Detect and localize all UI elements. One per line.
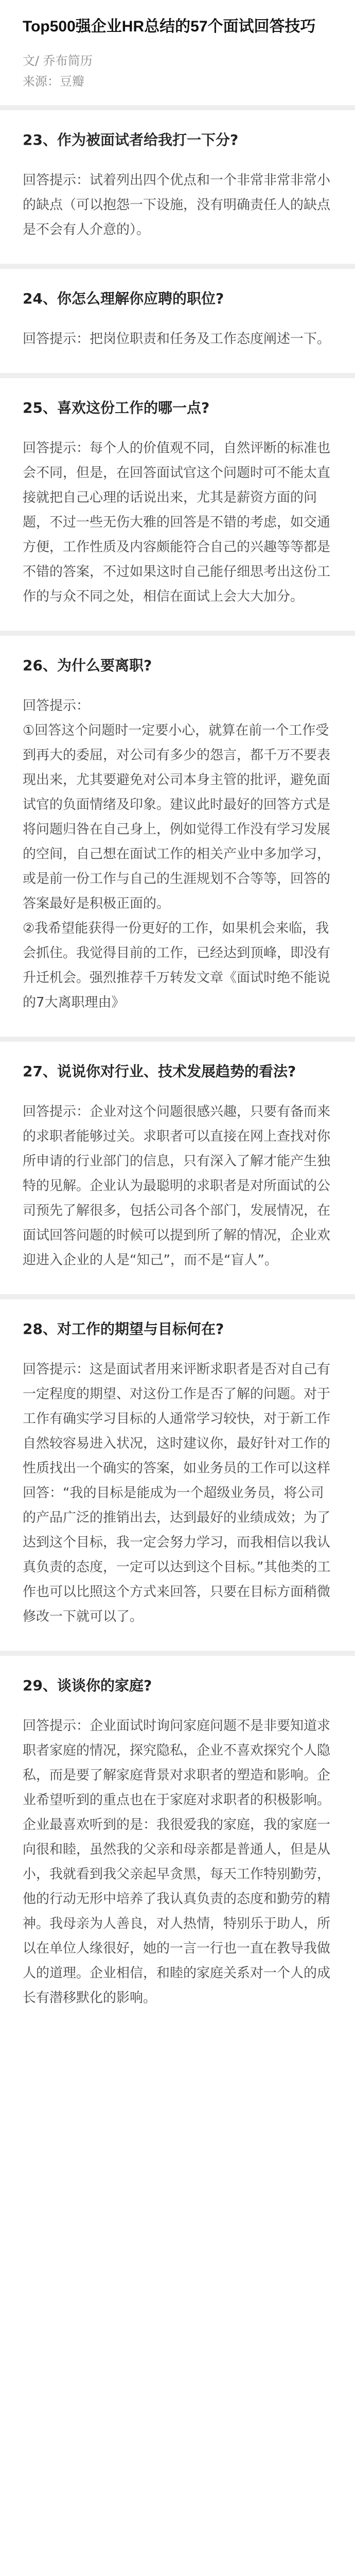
header-divider — [0, 105, 355, 110]
question-heading: 29、谈谈你的家庭? — [23, 1677, 152, 1694]
qa-section — [0, 1042, 355, 1288]
question-heading: 27、说说你对行业、技术发展趋势的看法? — [23, 1063, 296, 1080]
answer-body — [23, 436, 332, 609]
answer-paragraph: ②我希望能获得一份更好的工作，如果机会来临，我会抓住。我觉得目前的工作，已经达到顶峰，即没有升迁机会。强烈推荐千万转发文章《面试时绝不能说的7大离职理由》 — [23, 921, 331, 1010]
section-divider — [0, 264, 355, 269]
section-divider — [0, 373, 355, 378]
question-heading: 28、对工作的期望与目标何在? — [23, 1320, 224, 1337]
question-heading: 24、你怎么理解你应聘的职位? — [23, 290, 224, 307]
answer-body — [23, 693, 332, 1015]
question-heading: 26、为什么要离职? — [23, 657, 152, 674]
answer-paragraph: 回答提示：把岗位职责和任务及工作态度阐述一下。 — [23, 331, 331, 347]
qa-section — [0, 378, 355, 624]
section-divider — [0, 1037, 355, 1042]
question-heading: 25、喜欢这份工作的哪一点? — [23, 399, 210, 416]
answer-body — [23, 1714, 332, 2010]
section-divider — [0, 1651, 355, 1656]
answer-body — [23, 1357, 332, 1629]
qa-section — [0, 1656, 355, 2026]
article-body — [0, 110, 355, 2026]
answer-paragraph: 回答提示：试着列出四个优点和一个非常非常非常小的缺点（可以抱怨一下设施，没有明确责任人的缺点是不会有人介意的）。 — [23, 173, 331, 238]
answer-paragraph: 回答提示：每个人的价值观不同，自然评断的标准也会不同，但是，在回答面试官这个问题时可不能太直接就把自己心理的话说出来，尤其是薪资方面的问题，不过一些无伤大雅的回答是不错的考虑，如交通方便，工作性质及内容颇能符合自己的兴趣等等都是不错的答案，不过如果这时自己能仔细思考出这份工作的与众不同之处，相信在面试上会大大加分。 — [23, 440, 331, 604]
author-line: 文/ 乔布简历 — [23, 54, 93, 68]
qa-section — [0, 1299, 355, 1645]
answer-body — [23, 1099, 332, 1273]
section-divider — [0, 1294, 355, 1299]
qa-section — [0, 110, 355, 258]
answer-paragraph: 回答提示： — [23, 698, 90, 714]
answer-paragraph: 回答提示：企业对这个问题很感兴趣，只要有备而来的求职者能够过关。求职者可以直接在网上查找对你所申请的行业部门的信息，只有深入了解才能产生独特的见解。企业认为最聪明的求职者是对所面试的公司预先了解很多，包括公司各个部门，发展情况，在面试回答问题的时候可以提到所了解的情况，企业欢迎进入企业的人是“知己”，而不是“盲人”。 — [23, 1104, 331, 1268]
article-header — [0, 0, 355, 99]
answer-paragraph: 回答提示：这是面试者用来评断求职者是否对自己有一定程度的期望、对这份工作是否了解的问题。对于工作有确实学习目标的人通常学习较快，对于新工作自然较容易进入状况，这时建议你，最好针对工作的性质找出一个确实的答案，如业务员的工作可以这样回答：“我的目标是能成为一个超级业务员，将公司的产品广泛的推销出去，达到最好的业绩成效；为了达到这个目标，我一定会努力学习，而我相信以我认真负责的态度，一定可以达到这个目标。”其他类的工作也可以比照这个方式来回答，只要在目标方面稍微修改一下就可以了。 — [23, 1362, 331, 1624]
answer-body — [23, 168, 332, 242]
qa-section — [0, 269, 355, 367]
answer-paragraph: ①回答这个问题时一定要小心，就算在前一个工作受到再大的委屈，对公司有多少的怨言，都千万不要表现出来，尤其要避免对公司本身主管的批评，避免面试官的负面情绪及印象。建议此时最好的回答方式是将问题归咎在自己身上，例如觉得工作没有学习发展的空间，自己想在面试工作的相关产业中多加学习，或是前一份工作与自己的生涯规划不合等等，回答的答案最好是积极正面的。 — [23, 723, 331, 911]
source-line: 来源：豆瓣 — [23, 74, 84, 89]
section-divider — [0, 631, 355, 636]
article-meta — [23, 50, 332, 92]
qa-section — [0, 636, 355, 1030]
article-title: Top500强企业HR总结的57个面试回答技巧 — [23, 18, 316, 35]
question-heading: 23、作为被面试者给我打一下分? — [23, 131, 239, 148]
answer-paragraph: 回答提示：企业面试时询问家庭问题不是非要知道求职者家庭的情况，探究隐私，企业不喜欢探究个人隐私，而是要了解家庭背景对求职者的塑造和影响。企业希望听到的重点也在于家庭对求职者的积极影响。企业最喜欢听到的是：我很爱我的家庭，我的家庭一向很和睦，虽然我的父亲和母亲都是普通人，但是从小，我就看到我父亲起早贪黑，每天工作特别勤劳，他的行动无形中培养了我认真负责的态度和勤劳的精神。我母亲为人善良，对人热情，特别乐于助人，所以在单位人缘很好，她的一言一行也一直在教导我做人的道理。企业相信，和睦的家庭关系对一个人的成长有潜移默化的影响。 — [23, 1718, 331, 2006]
answer-body — [23, 327, 332, 351]
